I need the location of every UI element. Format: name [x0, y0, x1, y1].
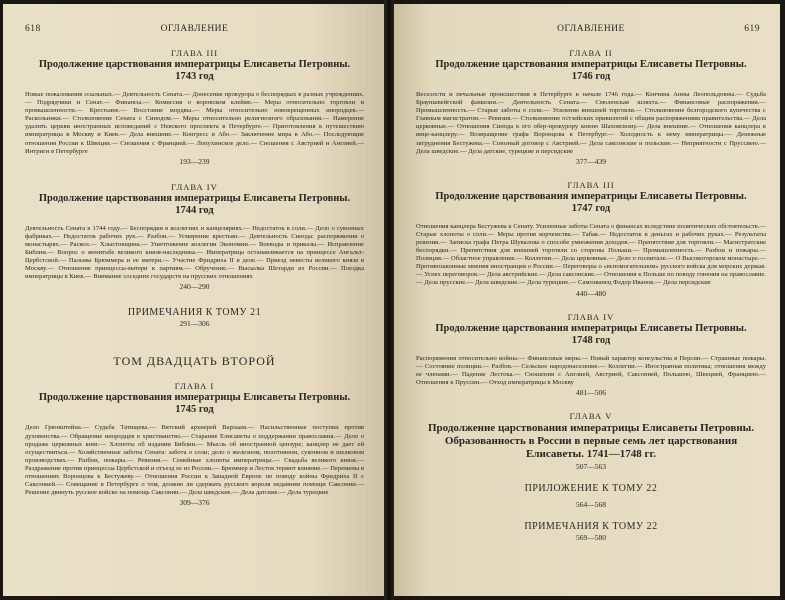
- chapter-label: ГЛАВА III: [170, 48, 219, 58]
- chapter-summary: Отношения канцлера Бестужева к Сенату. Усиленные заботы Сената о финансах вследствие политических обстоятельств.— Старые хлопоты о соли.— Меры против корчемства.— Табак.— Недостаток в деньгах и рабочих руках.— Результаты ревизии.— Записка графа Петра Шувалова о способе умножения доходов.— Препятствия для торговли.— Магистратские беспорядки.— Препятствия для внешней торговли со стороны Польши.— Промышленность.— Разбои и пожары.— Полиция.— Областное управление.— Коллегии.— Дела церковные.— Дело о госпитале.— О Высокогорском монастыре.— Противозаконные мнения иностранцев о России.— Переговоры о «вспомогательном» русского войска для морских держав.— Успех переговоров.— Дела австрийские.— Дела саксонские.— Отношения к Польше по поводу гонения на православие.— Дела прусские.— Дела шведские.— Дела турецкие.— Самозванец Федор Иванов.— Дела персидские: [416, 222, 766, 287]
- page-range: 440—480: [576, 288, 606, 298]
- notes-pages: 569—580: [576, 532, 606, 542]
- chapter-label: ГЛАВА V: [569, 410, 613, 421]
- page-range: 240—290: [179, 282, 210, 292]
- page-number: 619: [744, 24, 760, 34]
- appendix-pages: 564—568: [576, 499, 606, 509]
- volume-title: ТОМ ДВАДЦАТЬ ВТОРОЙ: [113, 354, 276, 369]
- chapter-heading: Продолжение царствования императрицы Елисаветы Петровны. 1744 год: [38, 192, 351, 216]
- chapter-label: ГЛАВА IV: [567, 311, 615, 322]
- chapter-summary: Дело Грюнштейна.— Судьба Татищева.— Вятский архиерей Варлаам.— Насильственные поступки против духовенства.— Обращение инородцев в христианство.— Старание Елисаветы о поддержании православия.— Дело о продаже церковных книг.— Хлопоты об издании Библии.— Мысль об иностранной цензуре; канцлер не дает ей осуществиться.— Хозяйственные заботы Сената: забота о соли; дело о железном, полотняном, суконном и шелковом производствах.— Разбои, пожары.— Ревизия.— Семейные хлопоты императрицы.— Свадьба великого князя.— Раздражение против принцессы Цербстской и отъезд ее из России.— Брюммер и Лесток теряют влияние.— Перемены в отношениях Воронцова к Бестужеву.— Отношения России к Западной Европе по поводу войны Фридриха II с Саксонией.— Совещание в Петербурге о том, должно ли сдержать русского короля недавним помощи Саксонии.— Решение двинуть русское войско на помощь Саксонии.— Дела шведские.— Дела датские.— Дела турецкие: [25, 424, 364, 497]
- running-head: [25, 24, 364, 38]
- chapter-heading: Продолжение царствования императрицы Елисаветы Петровны. 1746 год: [435, 59, 747, 82]
- toc-section: [25, 182, 364, 292]
- page-number: 618: [25, 24, 41, 34]
- running-title: ОГЛАВЛЕНИЕ: [160, 24, 229, 34]
- page-range: 377—439: [576, 156, 606, 166]
- page-range: 309—376: [179, 498, 210, 508]
- chapter-summary: Распоряжения относительно войны.— Финансовые меры.— Новый характер консульства в Персии.— Страшные пожары.— Состояние полиции.— Разбои.— Сельское народонаселение.— Коллегии.— Иностранная политика; отношения между ее членами.— Падение Лестока.— Сношения с Англией, Австрией, Саксонией, Польшею, Швецией, Франциею.— Отношения к Пруссии.— Отход императрицы в Москву: [416, 354, 766, 386]
- page-range: 507—563: [576, 461, 606, 471]
- appendix-title: ПРИЛОЖЕНИЕ К ТОМУ 22: [524, 482, 658, 494]
- toc-section: [25, 381, 364, 507]
- book-gutter: [384, 0, 394, 600]
- toc-section: [416, 411, 766, 471]
- running-head: [416, 24, 766, 38]
- chapter-heading: Продолжение царствования императрицы Елисаветы Петровны. 1745 год: [38, 392, 351, 416]
- toc-section: [416, 312, 766, 397]
- page-range: 481—506: [576, 387, 606, 397]
- chapter-label: ГЛАВА III: [567, 179, 615, 190]
- chapter-heading: Продолжение царствования императрицы Елисаветы Петровны. Образованность в России в первые семь лет царствования Елисаветы. 1741—1748 гг.: [427, 421, 755, 460]
- left-page: [3, 4, 384, 596]
- page-range: 193—239: [179, 156, 210, 166]
- chapter-label: ГЛАВА I: [174, 381, 215, 392]
- toc-section: [416, 48, 766, 166]
- chapter-label: ГЛАВА IV: [171, 181, 218, 192]
- chapter-heading: Продолжение царствования императрицы Елисаветы Петровны. 1743 год: [38, 59, 351, 82]
- chapter-summary: Веселости и печальные происшествия в Петербурге в начале 1746 года.— Кончина Анны Леопольдовны.— Судьба Брауншвейгской фамилии.— Деятельность Сената.— Смоленская шляхта.— Финансовые распоряжения.— Промышленность.— Старые заботы о соли.— Усиление внешней торговли.— Столкновение белгородского купечества с Главным магистратом.— Ревизия.— Столкновение остзейских привилегий с общим распоряжениям правительства.— Дела церковные.— Отношения Синода к его обер-прокурору князю Шаховскому.— Дела внешние.— Отношения канцлера к вице-канцлеру.— Возвращение графа Воронцова в Петербург.— Холодность к нему императрицы.— Денежные затруднения Бестужева.— Союзный договор с Австрией.— Дела саксонские и польские.— Неприятности с Пруссиею.— Дела шведские.— Дела датские, турецкие и персидские: [416, 91, 766, 155]
- chapter-label: ГЛАВА II: [569, 48, 613, 58]
- chapter-heading: Продолжение царствования императрицы Елисаветы Петровны. 1747 год: [435, 190, 747, 214]
- notes-pages: 291—306: [179, 319, 210, 329]
- notes-title: ПРИМЕЧАНИЯ К ТОМУ 21: [127, 307, 262, 319]
- right-page: [394, 4, 780, 596]
- chapter-summary: Деятельность Сената в 1744 году.— Беспорядки в коллегиях и канцеляриях.— Недостаток в соли.— Дело о суконных фабриках.— Недостаток рабочих рук.— Разбои.— Усмирение крестьян.— Деятельность Синода: распоряжения о монастырях.— Раскол.— Хлыстовщина.— Уничтожение коллегии Экономии.— Воеводы и приказы.— Исправление Библии.— Вопрос о женитьбе великого князя-наследника.— Императрица останавливается на принцессе Ангальт-Цербстской.— Пальмы Брюммера и ее матери.— Участие Фридриха II в деле.— Приезд невесты великого князя в Москву.— Отношение принцессы-матери к партиям.— Обручение.— Высылка Шетарди из России.— Поездка императрицы в Киев.— Внимание соседних государств на прусских отношениях: [25, 224, 364, 281]
- chapter-heading: Продолжение царствования императрицы Елисаветы Петровны. 1748 год: [435, 322, 747, 346]
- toc-section: [25, 48, 364, 166]
- running-title: ОГЛАВЛЕНИЕ: [557, 24, 625, 34]
- chapter-summary: Новые пожалования ссыльных.— Деятельность Сената.— Донесение прокурора о беспорядках в разных учреждениях.— Подрядчики и Сенат.— Финансы.— Комиссия о воровском клейме.— Меры относительно торговли и промышленности.— Крестьяне.— Восстание мордвы.— Меры относительно новокрещенных инородцев.— Раскольники.— Столкновение Сената с Синодом.— Меры относительно религиозного образования.— Намерение удалить церкви иностранных исповеданий с Невского проспекта в Петербурге.— Приготовления к путешествию императрицы в Москву и Киев.— Дела внешние.— Конгресс в Або.— Заключение мира в Або.— Последующие отношения России к Швеции.— Сношения с Францией.— Лопухинское дело.— Сношения с Австрией и Англией.— Интриги в Петербурге: [25, 91, 364, 155]
- toc-section: [416, 180, 766, 298]
- notes-title: ПРИМЕЧАНИЯ К ТОМУ 22: [524, 520, 658, 532]
